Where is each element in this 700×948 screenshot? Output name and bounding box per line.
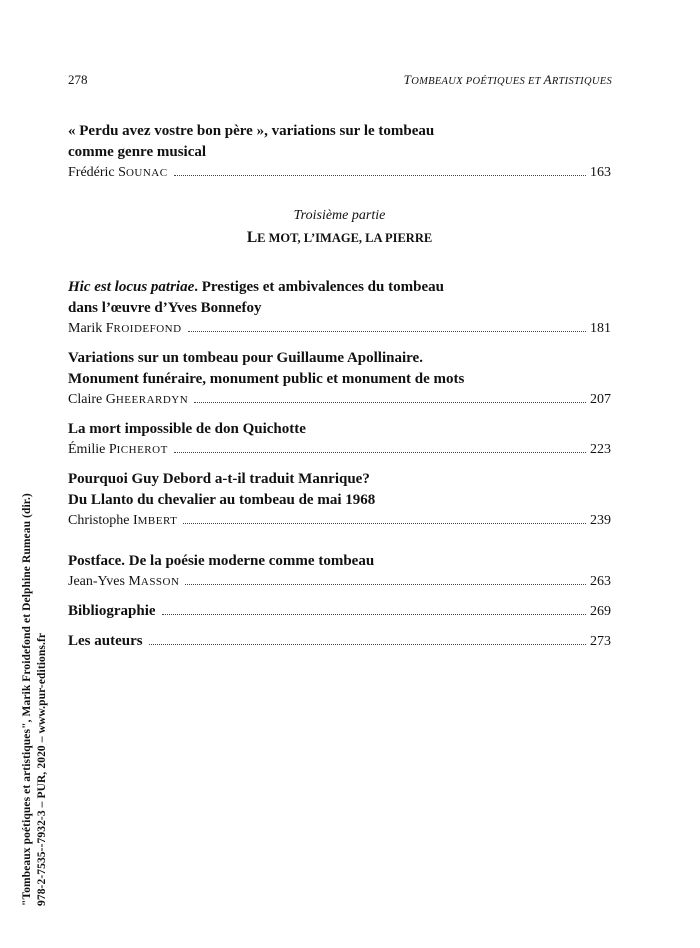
dot-leader: [149, 643, 586, 645]
entry-line: [68, 601, 611, 622]
entry-title: Hic est locus patriae. Prestiges et ambivalences du tombeau dans l’œuvre d’Yves Bonnefoy: [68, 279, 444, 316]
entry-title: Postface. De la poésie moderne comme tombeau: [68, 553, 375, 569]
page-header: [68, 72, 612, 92]
entry-page-number: 263: [590, 574, 611, 589]
entry-author: Frédéric SOUNAC: [68, 165, 168, 180]
running-title: TOMBEAUX POÉTIQUES ET ARTISTIQUES: [403, 72, 612, 87]
entry-author-line: [68, 390, 611, 410]
entry-title: Les auteurs: [68, 633, 143, 649]
dot-leader: [185, 583, 586, 585]
entry-page-number: 163: [590, 165, 611, 180]
entry-page-number: 181: [590, 321, 611, 336]
entry-author: Émilie PICHEROT: [68, 442, 168, 457]
entry-author-line: [68, 511, 611, 531]
part-title: LE MOT, L’IMAGE, LA PIERRE: [246, 229, 433, 246]
entry-title: La mort impossible de don Quichotte: [68, 421, 306, 437]
dot-leader: [194, 401, 586, 403]
dot-leader: [174, 174, 586, 176]
entry-title: Variations sur un tombeau pour Guillaume Apollinaire. Monument funéraire, monument public et monument de mots: [68, 350, 465, 387]
toc-entry-bibliographie: [68, 601, 611, 622]
toc-entry-gheerardyn: [68, 348, 611, 410]
toc-entry-sounac: [68, 121, 611, 183]
part-label: Troisième partie: [293, 208, 386, 223]
side-note-line1: "Tombeaux poétiques et artistiques", Marik Froidefond et Delphine Rumeau (dir.): [21, 493, 33, 906]
entry-page-number: 223: [590, 442, 611, 457]
side-note-line2: 978-2-7535--7932-3 – PUR, 2020 – www.pur-editions.fr: [36, 632, 48, 906]
entry-page-number: 207: [590, 392, 611, 407]
entry-author-line: [68, 319, 611, 339]
entry-author-line: [68, 440, 611, 460]
entry-title: Bibliographie: [68, 603, 156, 619]
dot-leader: [162, 613, 586, 615]
toc-entry-picherot: [68, 419, 611, 460]
entry-author-line: [68, 163, 611, 183]
part-heading: [68, 207, 611, 249]
entry-page-number: 273: [590, 634, 611, 649]
dot-leader: [183, 522, 586, 524]
page-number: 278: [68, 72, 88, 87]
entry-author: Jean-Yves MASSON: [68, 574, 180, 589]
side-copyright-note: [20, 416, 50, 906]
dot-leader: [188, 330, 586, 332]
entry-author-line: [68, 572, 611, 592]
entry-title: Pourquoi Guy Debord a-t-il traduit Manrique? Du Llanto du chevalier au tombeau de mai 1968: [68, 471, 376, 508]
entry-page-number: 239: [590, 513, 611, 528]
toc-entry-froidefond: [68, 277, 611, 339]
toc-entry-postface: [68, 551, 611, 592]
entry-page-number: 269: [590, 604, 611, 619]
dot-leader: [174, 451, 586, 453]
toc-entry-imbert: [68, 469, 611, 531]
table-of-contents: [68, 121, 611, 661]
entry-author: Christophe IMBERT: [68, 513, 178, 528]
entry-title: « Perdu avez vostre bon père », variations sur le tombeau comme genre musical: [68, 123, 435, 160]
entry-author: Claire GHEERARDYN: [68, 392, 189, 407]
entry-line: [68, 631, 611, 652]
entry-author: Marik FROIDEFOND: [68, 321, 182, 336]
toc-entry-auteurs: [68, 631, 611, 652]
